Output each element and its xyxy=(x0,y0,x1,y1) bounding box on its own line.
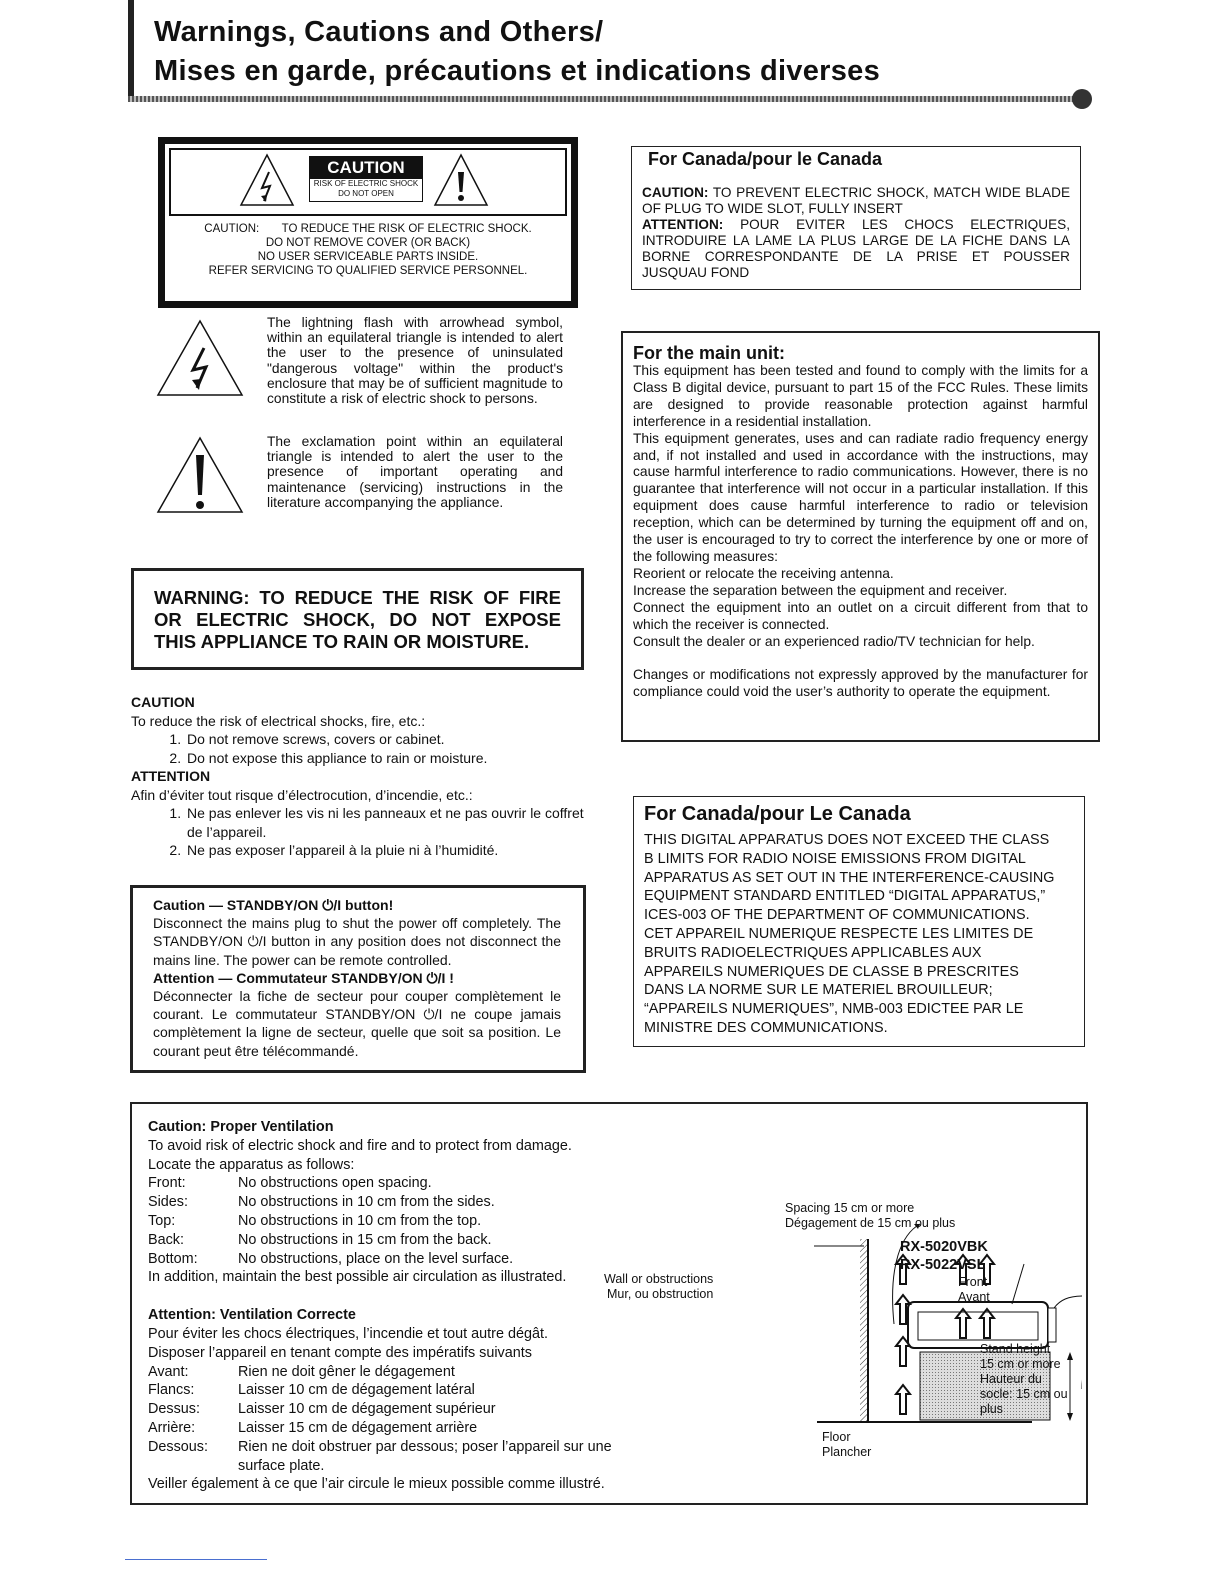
caution-badge xyxy=(309,156,423,202)
dim-arrow-top xyxy=(1067,1352,1073,1360)
vent-row-label: Back: xyxy=(148,1231,184,1248)
vent-row-label: Dessous: xyxy=(148,1438,208,1455)
spacing-label-en: Spacing 15 cm or more xyxy=(785,1201,915,1215)
exclamation-triangle-icon xyxy=(433,152,489,208)
stand-label-line: Stand height xyxy=(980,1342,1051,1356)
caution-risk-line2: DO NOT OPEN xyxy=(338,189,394,198)
wall-label-fr: Mur, ou obstruction xyxy=(606,1287,714,1301)
vent-row-label: Avant: xyxy=(148,1363,189,1380)
canada-attention-text: POUR EVITER LES CHOCS ELECTRIQUES, INTRODUIRE LA LAME LA PLUS LARGE DE LA FICHE DANS LA BORNE CORRESPONDANTE DE LA PRISE ET POUSSER JUSQUAU FOND xyxy=(642,217,1070,280)
canada-attention-label: ATTENTION: xyxy=(642,217,724,232)
vent-row-value: Rien ne doit obstruer par dessous; poser l’appareil sur une xyxy=(238,1438,612,1455)
main-unit-measure: Reorient or relocate the receiving antenna. xyxy=(633,565,894,581)
exclamation-triangle-icon xyxy=(155,435,245,515)
ventilation-heading-fr: Attention: Ventilation Correcte xyxy=(148,1307,356,1324)
vent-row-value: No obstructions open spacing. xyxy=(238,1175,432,1192)
vent-row-value: surface plate. xyxy=(238,1457,325,1474)
main-unit-box xyxy=(621,331,1100,742)
vent-row-label: Sides: xyxy=(148,1194,188,1211)
canada-digital-heading: For Canada/pour Le Canada xyxy=(644,803,911,825)
standby-caution-box xyxy=(130,885,586,1073)
stand-label-line: plus xyxy=(980,1402,1003,1416)
canada-digital-line: “APPAREILS NUMERIQUES”, NMB-003 EDICTEE PAR LE xyxy=(644,1001,1024,1018)
caution-intro: To reduce the risk of electrical shocks, fire, etc.: xyxy=(131,712,426,729)
main-unit-p2: This equipment generates, uses and can radiate radio frequency energy and, if not installed and used in accordance with the instructions, may cause harmful interference to radio communications. However, there is no guarantee that interference will not occur in a particular installation. If this equipment does cause harmful interference to radio or television reception, which can be determined by turning the equipment off and on, the user is encouraged to try to correct the interference by one or more of the following measures: xyxy=(633,430,1088,564)
vent-row-value: No obstructions, place on the level surface. xyxy=(238,1250,514,1267)
vent-row-value: No obstructions in 10 cm from the top. xyxy=(238,1212,482,1229)
front-label xyxy=(958,1275,990,1305)
attention-intro: Afin d’éviter tout risque d’électrocution, d’incendie, etc.: xyxy=(131,786,473,803)
wall-hatch xyxy=(860,1239,868,1421)
vent-row-label: Top: xyxy=(148,1212,176,1229)
ventilation-table-fr xyxy=(148,1363,668,1476)
standby-text: Disconnect the mains plug to shut the power off completely. The STANDBY/ON ⏻/I button in any position does not disconnect the mains line. The power can be remote controlled. xyxy=(153,915,561,968)
header-rule xyxy=(128,96,1078,102)
caution-risk-line1: RISK OF ELECTRIC SHOCK xyxy=(313,179,419,188)
canada-digital-line: EQUIPMENT STANDARD ENTITLED “DIGITAL APPARATUS,” xyxy=(644,888,1046,905)
spacing-label xyxy=(785,1201,955,1231)
stand-label-line: Hauteur du xyxy=(980,1372,1042,1386)
attention-heading: ATTENTION xyxy=(131,768,211,784)
spacing-label-fr: Dégagement de 15 cm ou plus xyxy=(785,1216,956,1230)
stand-label xyxy=(980,1342,1068,1417)
vent-row-label: Flancs: xyxy=(148,1382,195,1399)
lightning-triangle-icon xyxy=(155,318,245,398)
caution-badge-title: CAUTION xyxy=(310,157,422,179)
canada-plug-heading: For Canada/pour le Canada xyxy=(648,149,883,169)
page-title-en: Warnings, Cautions and Others/ xyxy=(154,16,604,48)
warning-box xyxy=(131,568,584,670)
model-2: RX-5022VSL xyxy=(900,1257,986,1273)
canada-digital-line: THIS DIGITAL APPARATUS DOES NOT EXCEED THE CLASS xyxy=(644,832,1050,848)
ventilation-heading: Caution: Proper Ventilation xyxy=(148,1119,334,1135)
standby-text-fr: Déconnecter la fiche de secteur pour couper complètement le courant. Le commutateur STANDBY/ON ⏻/I ne coupe jamais complètement la ligne de secteur, quelle que soit sa position. Le courant peut être télécommandé. xyxy=(153,988,561,1059)
vent-row-label: Front: xyxy=(148,1175,186,1192)
dim-arrow-bottom xyxy=(1067,1413,1073,1421)
floor-label-fr: Plancher xyxy=(822,1445,872,1459)
canada-digital-line: CET APPAREIL NUMERIQUE RESPECTE LES LIMITES DE xyxy=(644,925,1034,942)
model-1: RX-5020VBK xyxy=(900,1239,988,1255)
front-leader xyxy=(1054,1296,1082,1308)
page-header xyxy=(128,0,1100,110)
floor-label-en: Floor xyxy=(822,1430,851,1444)
model-labels xyxy=(900,1238,988,1274)
ventilation-outro-fr: Veiller également à ce que l’air circule le mieux possible comme illustré. xyxy=(148,1476,605,1493)
ventilation-table xyxy=(148,1174,668,1268)
stand-label-line: socle: 15 cm ou xyxy=(980,1387,1068,1401)
lightning-explanation: The lightning flash with arrowhead symbol, within an equilateral triangle is intended to alert the user to the presence of uninsulated "dangerous voltage" within the product's enclosure that may be of sufficient magnitude to constitute a risk of electric shock to persons. xyxy=(267,315,563,407)
footer-rule xyxy=(125,1559,267,1560)
vent-row-value: No obstructions in 10 cm from the sides. xyxy=(238,1194,495,1211)
caution-label-line4: REFER SERVICING TO QUALIFIED SERVICE PERSONNEL. xyxy=(208,265,528,277)
front-label-en: Front xyxy=(958,1275,988,1289)
vent-row-value: Rien ne doit gêner le dégagement xyxy=(238,1363,455,1380)
vent-row-label: Arrière: xyxy=(148,1419,196,1436)
canada-digital-line: APPAREILS NUMERIQUES DE CLASSE B PRESCRITES xyxy=(644,963,1019,980)
canada-caution-text: TO PREVENT ELECTRIC SHOCK, MATCH WIDE BLADE OF PLUG TO WIDE SLOT, FULLY INSERT xyxy=(642,185,1071,216)
model-leader xyxy=(1012,1264,1024,1304)
warning-text: WARNING: TO REDUCE THE RISK OF FIRE OR ELECTRIC SHOCK, DO NOT EXPOSE THIS APPLIANCE TO RAIN OR MOISTURE. xyxy=(154,587,561,652)
vent-row-value: Laisser 10 cm de dégagement supérieur xyxy=(238,1401,496,1418)
wall-label-en: Wall or obstructions xyxy=(604,1272,714,1286)
list-item: 2. Ne pas exposer l’appareil à la pluie ni à l’humidité. xyxy=(185,841,586,860)
lightning-triangle-icon xyxy=(239,152,295,208)
ventilation-intro: To avoid risk of electric shock and fire and to protect from damage. xyxy=(148,1137,572,1154)
list-item: 1. Ne pas enlever les vis ni les panneaux et ne pas ouvrir le coffret de l’appareil. xyxy=(185,804,586,841)
canada-caution-label: CAUTION: xyxy=(642,185,709,200)
exclamation-explanation: The exclamation point within an equilateral triangle is intended to alert the user to the presence of important operating and maintenance (servicing) instructions in the literature accompanying the appliance. xyxy=(267,434,563,510)
caution-label-prefix: CAUTION: xyxy=(204,223,260,235)
ventilation-intro-fr: Pour éviter les chocs électriques, l’incendie et tout autre dégât. xyxy=(148,1325,548,1342)
caution-label-line3: NO USER SERVICEABLE PARTS INSIDE. xyxy=(257,251,479,263)
main-unit-measure: Connect the equipment into an outlet on a circuit different from that to which the receiver is connected. xyxy=(633,599,1088,632)
canada-digital-line: DANS LA NORME SUR LE MATERIEL BROUILLEUR; xyxy=(644,982,993,999)
caution-heading: CAUTION xyxy=(131,694,195,710)
stand-label-line: 15 cm or more xyxy=(980,1357,1061,1371)
list-item: 1. Do not remove screws, covers or cabinet. xyxy=(185,730,586,749)
caution-label xyxy=(158,137,578,308)
caution-list xyxy=(131,693,586,860)
ventilation-outro: In addition, maintain the best possible air circulation as illustrated. xyxy=(148,1269,567,1286)
main-unit-p3: Changes or modifications not expressly approved by the manufacturer for compliance could void the user’s authority to operate the equipment. xyxy=(633,667,1088,700)
vent-row-label: Dessus: xyxy=(148,1401,200,1418)
vent-row-label: Bottom: xyxy=(148,1250,198,1267)
page-title-fr: Mises en garde, précautions et indications diverses xyxy=(154,55,881,87)
ventilation-intro: Locate the apparatus as follows: xyxy=(148,1156,355,1173)
ventilation-intro-fr: Disposer l’appareil en tenant compte des impératifs suivants xyxy=(148,1344,532,1361)
vent-row-value: Laisser 15 cm de dégagement arrière xyxy=(238,1419,478,1436)
canada-digital-line: BRUITS RADIOELECTRIQUES APPLICABLES AUX xyxy=(644,944,982,961)
main-unit-heading: For the main unit: xyxy=(633,343,785,363)
caution-label-line2: DO NOT REMOVE COVER (OR BACK) xyxy=(265,237,471,249)
canada-digital-line: APPARATUS AS SET OUT IN THE INTERFERENCE-CAUSING xyxy=(644,869,1055,886)
vent-row-value: No obstructions in 15 cm from the back. xyxy=(238,1231,492,1248)
caution-label-text xyxy=(165,222,571,278)
vent-row-value: Laisser 10 cm de dégagement latéral xyxy=(238,1382,475,1399)
canada-digital-line: ICES-003 OF THE DEPARTMENT OF COMMUNICATIONS. xyxy=(644,907,1030,924)
ventilation-box xyxy=(130,1102,1088,1505)
canada-digital-line: B LIMITS FOR RADIO NOISE EMISSIONS FROM DIGITAL xyxy=(644,850,1026,867)
caution-label-line1: TO REDUCE THE RISK OF ELECTRIC SHOCK. xyxy=(281,223,532,235)
list-item: 2. Do not expose this appliance to rain or moisture. xyxy=(185,749,586,768)
standby-heading-fr: Attention — Commutateur STANDBY/ON ⏻/I ! xyxy=(153,969,454,986)
canada-digital-line: MINISTRE DES COMMUNICATIONS. xyxy=(644,1019,888,1036)
main-unit-measure: Increase the separation between the equipment and receiver. xyxy=(633,582,1008,598)
front-label-fr: Avant xyxy=(958,1290,990,1304)
receiver-front xyxy=(1048,1308,1056,1342)
caution-label-top xyxy=(169,148,567,216)
standby-heading: Caution — STANDBY/ON ⏻/I button! xyxy=(153,897,394,913)
canada-digital-box xyxy=(633,796,1085,1047)
main-unit-p1: This equipment has been tested and found to comply with the limits for a Class B digital device, pursuant to part 15 of the FCC Rules. These limits are designed to provide reasonable protection against harmful interference in a residential installation. xyxy=(633,363,1088,429)
canada-plug-box xyxy=(631,146,1081,290)
wall-label xyxy=(604,1272,713,1302)
main-unit-measure: Consult the dealer or an experienced radio/TV technician for help. xyxy=(633,633,1035,649)
header-bar xyxy=(128,0,134,100)
floor-label xyxy=(822,1430,871,1460)
header-rule-dot xyxy=(1072,89,1092,109)
